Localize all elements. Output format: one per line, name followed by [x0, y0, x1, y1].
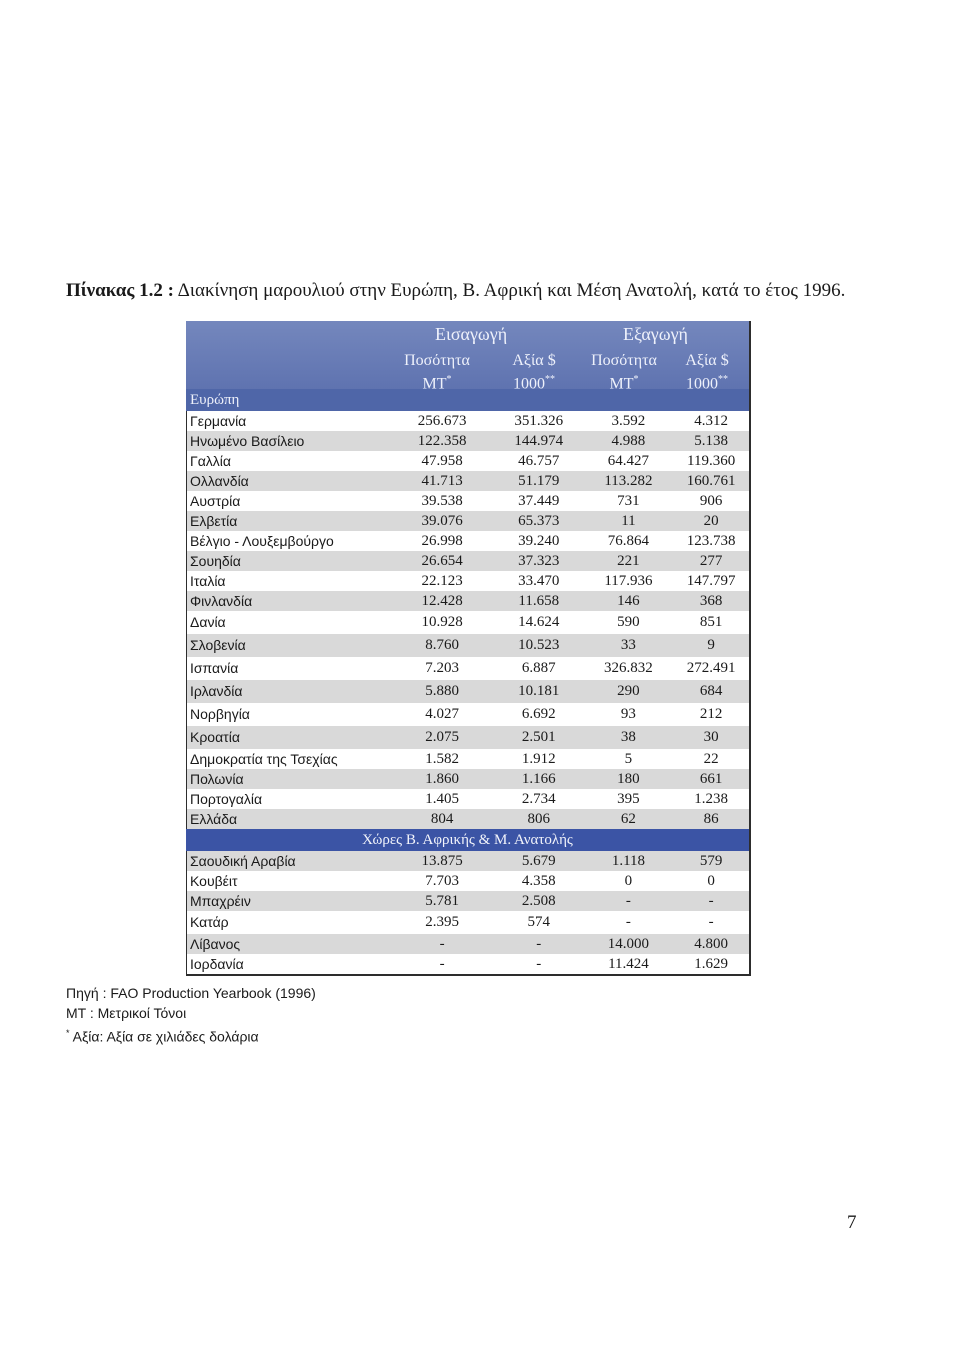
table-row: [186, 471, 751, 491]
value-cell: 4.027: [425, 706, 459, 722]
value-cell: 30: [703, 729, 719, 745]
value-cell: 5.781: [425, 893, 459, 909]
caption-text: Διακίνηση μαρουλιού στην Ευρώπη, Β. Αφρική και Μέση Ανατολή, κατά το έτος 1996.: [177, 280, 846, 301]
value-cell: 144.974: [514, 433, 564, 449]
value-cell: 47.958: [421, 453, 463, 469]
value-cell: 180: [617, 771, 640, 787]
page-number: 7: [847, 1212, 857, 1233]
value-cell: 256.673: [417, 413, 467, 429]
value-cell: 7.203: [425, 660, 459, 676]
table-row: [186, 451, 751, 471]
table-row: [186, 934, 751, 954]
value-cell: 160.761: [686, 473, 736, 489]
country-cell: Δημοκρατία της Τσεχίας: [190, 751, 338, 767]
value-cell: 39.076: [421, 513, 463, 529]
country-cell: Βέλγιο - Λουξεμβούργο: [190, 533, 334, 549]
value-cell: 579: [699, 853, 723, 869]
value-cell: 5: [624, 751, 633, 767]
value-cell: 5.679: [521, 853, 556, 869]
value-cell: 0: [707, 873, 715, 889]
table-caption: [66, 280, 946, 302]
value-cell: 147.797: [686, 573, 736, 589]
value-cell: 1.860: [425, 771, 459, 787]
value-cell: 4.358: [521, 873, 556, 889]
value-cell: 4.800: [694, 936, 728, 952]
europe-rows: [186, 411, 751, 829]
value-cell: 37.323: [518, 553, 560, 569]
value-cell: 2.508: [521, 893, 556, 909]
value-cell: 33: [620, 637, 636, 653]
table-row: [186, 809, 751, 829]
value-cell: 22: [703, 751, 719, 767]
value-cell: 4.988: [611, 433, 646, 449]
value-cell: 46.757: [518, 453, 560, 469]
table-row: [186, 531, 751, 551]
table-row: [186, 749, 751, 769]
country-cell: Φινλανδία: [190, 593, 253, 609]
value-cell: 6.887: [521, 660, 556, 676]
country-cell: Ισπανία: [190, 660, 239, 676]
value-cell: 661: [699, 771, 723, 787]
value-cell: 39.538: [421, 493, 463, 509]
value-cell: 2.501: [521, 729, 556, 745]
country-cell: Ιταλία: [190, 573, 226, 589]
value-cell: 76.864: [607, 533, 650, 549]
value-cell: 86: [703, 811, 719, 827]
value-cell: 574: [527, 914, 550, 930]
value-cell: -: [439, 936, 445, 952]
value-cell: 1.582: [425, 751, 459, 767]
country-cell: Κροατία: [190, 729, 240, 745]
value-cell: 123.738: [686, 533, 736, 549]
value-cell: -: [536, 956, 542, 972]
value-cell: 4.312: [694, 413, 728, 429]
table-row: [186, 680, 751, 703]
value-cell: 806: [527, 811, 550, 827]
table-row: [186, 491, 751, 511]
country-cell: Κατάρ: [190, 914, 229, 930]
country-cell: Μπαχρέιν: [190, 893, 251, 909]
section-north-africa-middle-east: Χώρες Β. Αφρικής & Μ. Ανατολής: [186, 829, 751, 851]
value-cell: 1.629: [694, 956, 728, 972]
value-cell: 14.624: [518, 614, 560, 630]
value-cell: 39.240: [518, 533, 560, 549]
export-quantity-header: Ποσότητα MT*: [591, 352, 657, 393]
table-row: [186, 703, 751, 726]
country-cell: Ιορδανία: [190, 956, 244, 972]
table-row: [186, 726, 751, 749]
value-cell: 11.658: [518, 593, 560, 609]
value-cell: -: [625, 914, 631, 930]
table-row: [186, 611, 751, 634]
value-cell: 212: [699, 706, 723, 722]
value-cell: 731: [617, 493, 640, 509]
country-cell: Ηνωμένο Βασίλειο: [190, 433, 305, 449]
country-cell: Δανία: [190, 614, 226, 630]
value-cell: 1.405: [425, 791, 459, 807]
value-cell: 7.703: [425, 873, 459, 889]
value-cell: 113.282: [604, 473, 653, 489]
value-cell: 11.424: [608, 956, 649, 972]
value-cell: 684: [699, 683, 723, 699]
value-cell: 1.166: [521, 771, 556, 787]
value-cell: 119.360: [687, 453, 736, 469]
value-cell: 93: [620, 706, 636, 722]
table-row: [186, 411, 751, 431]
value-cell: 395: [617, 791, 640, 807]
table-row: [186, 657, 751, 680]
table-row: [186, 891, 751, 911]
value-cell: 33.470: [518, 573, 560, 589]
value-cell: -: [708, 914, 714, 930]
value-cell: 8.760: [425, 637, 459, 653]
country-cell: Ελλάδα: [190, 811, 238, 827]
value-cell: 117.936: [604, 573, 653, 589]
value-cell: 0: [624, 873, 633, 889]
table-row: [186, 591, 751, 611]
value-cell: 62: [620, 811, 636, 827]
value-cell: 221: [617, 553, 640, 569]
value-cell: 65.373: [518, 513, 560, 529]
value-cell: 51.179: [518, 473, 560, 489]
value-cell: 64.427: [607, 453, 650, 469]
country-cell: Κουβέιτ: [190, 873, 238, 889]
value-cell: 906: [699, 493, 723, 509]
value-cell: -: [536, 936, 542, 952]
value-cell: 5.138: [694, 433, 728, 449]
value-cell: 122.358: [417, 433, 467, 449]
value-cell: 290: [617, 683, 640, 699]
value-cell: -: [439, 956, 445, 972]
value-cell: 6.692: [521, 706, 556, 722]
import-group-header: Εισαγωγή: [435, 324, 508, 344]
table-row: [186, 634, 751, 657]
country-cell: Ελβετία: [190, 513, 238, 529]
note-value: * Αξία: Αξία σε χιλιάδες δολάρια: [66, 1028, 259, 1045]
table-row: [186, 511, 751, 531]
country-cell: Γαλλία: [190, 453, 232, 469]
value-cell: 368: [699, 593, 723, 609]
value-cell: 590: [617, 614, 640, 630]
value-cell: 1.238: [694, 791, 728, 807]
table-row: [186, 571, 751, 591]
import-value-header: Αξία $ 1000**: [512, 352, 556, 393]
country-cell: Γερμανία: [190, 413, 247, 429]
table-row: [186, 871, 751, 891]
table-row: [186, 431, 751, 451]
country-cell: Ολλανδία: [190, 473, 249, 489]
value-cell: 804: [430, 811, 454, 827]
value-cell: 3.592: [611, 413, 646, 429]
value-cell: 326.832: [604, 660, 653, 676]
value-cell: 12.428: [421, 593, 463, 609]
value-cell: 37.449: [518, 493, 560, 509]
mena-rows: [186, 851, 751, 976]
value-cell: 26.654: [421, 553, 463, 569]
note-mt: ΜΤ : Μετρικοί Τόνοι: [66, 1005, 187, 1021]
value-cell: 20: [703, 513, 719, 529]
note-source: Πηγή : FAO Production Yearbook (1996): [66, 985, 316, 1001]
country-cell: Σαουδική Αραβία: [190, 853, 296, 869]
section-europe: Ευρώπη: [186, 389, 751, 411]
export-group-header: Εξαγωγή: [623, 324, 688, 344]
value-cell: 1.118: [611, 853, 646, 869]
import-quantity-header: Ποσότητα MT*: [404, 352, 470, 393]
export-value-header: Αξία $ 1000**: [685, 352, 729, 393]
value-cell: 22.123: [421, 573, 463, 589]
value-cell: 9: [707, 637, 715, 653]
table-row: [186, 551, 751, 571]
country-cell: Νορβηγία: [190, 706, 250, 722]
value-cell: 2.734: [521, 791, 556, 807]
country-cell: Ιρλανδία: [190, 683, 243, 699]
country-cell: Σλοβενία: [190, 637, 246, 653]
value-cell: 38: [620, 729, 636, 745]
table-row: [186, 789, 751, 809]
value-cell: 1.912: [521, 751, 556, 767]
value-cell: 2.075: [425, 729, 459, 745]
value-cell: 146: [617, 593, 640, 609]
value-cell: 26.998: [421, 533, 463, 549]
value-cell: -: [625, 893, 631, 909]
value-cell: 41.713: [421, 473, 463, 489]
lettuce-trade-table: [186, 321, 751, 976]
value-cell: 851: [699, 614, 723, 630]
country-cell: Πορτογαλία: [190, 791, 263, 807]
value-cell: 13.875: [421, 853, 463, 869]
value-cell: 14.000: [607, 936, 650, 952]
table-row: [186, 954, 751, 974]
value-cell: 10.181: [518, 683, 560, 699]
table-row: [186, 851, 751, 871]
table-row: [186, 769, 751, 789]
value-cell: 10.523: [518, 637, 560, 653]
country-cell: Αυστρία: [190, 493, 241, 509]
country-cell: Πολωνία: [190, 771, 244, 787]
caption-label: Πίνακας 1.2 :: [66, 280, 174, 301]
value-cell: 351.326: [514, 413, 564, 429]
value-cell: 10.928: [421, 614, 463, 630]
table-row: [186, 911, 751, 934]
country-cell: Λίβανος: [190, 936, 241, 952]
table-header: [186, 321, 751, 393]
table-notes: [66, 983, 316, 1047]
value-cell: 2.395: [425, 914, 459, 930]
value-cell: -: [708, 893, 714, 909]
value-cell: 272.491: [686, 660, 736, 676]
value-cell: 277: [699, 553, 723, 569]
value-cell: 5.880: [425, 683, 459, 699]
value-cell: 11: [621, 513, 636, 529]
country-cell: Σουηδία: [190, 553, 241, 569]
